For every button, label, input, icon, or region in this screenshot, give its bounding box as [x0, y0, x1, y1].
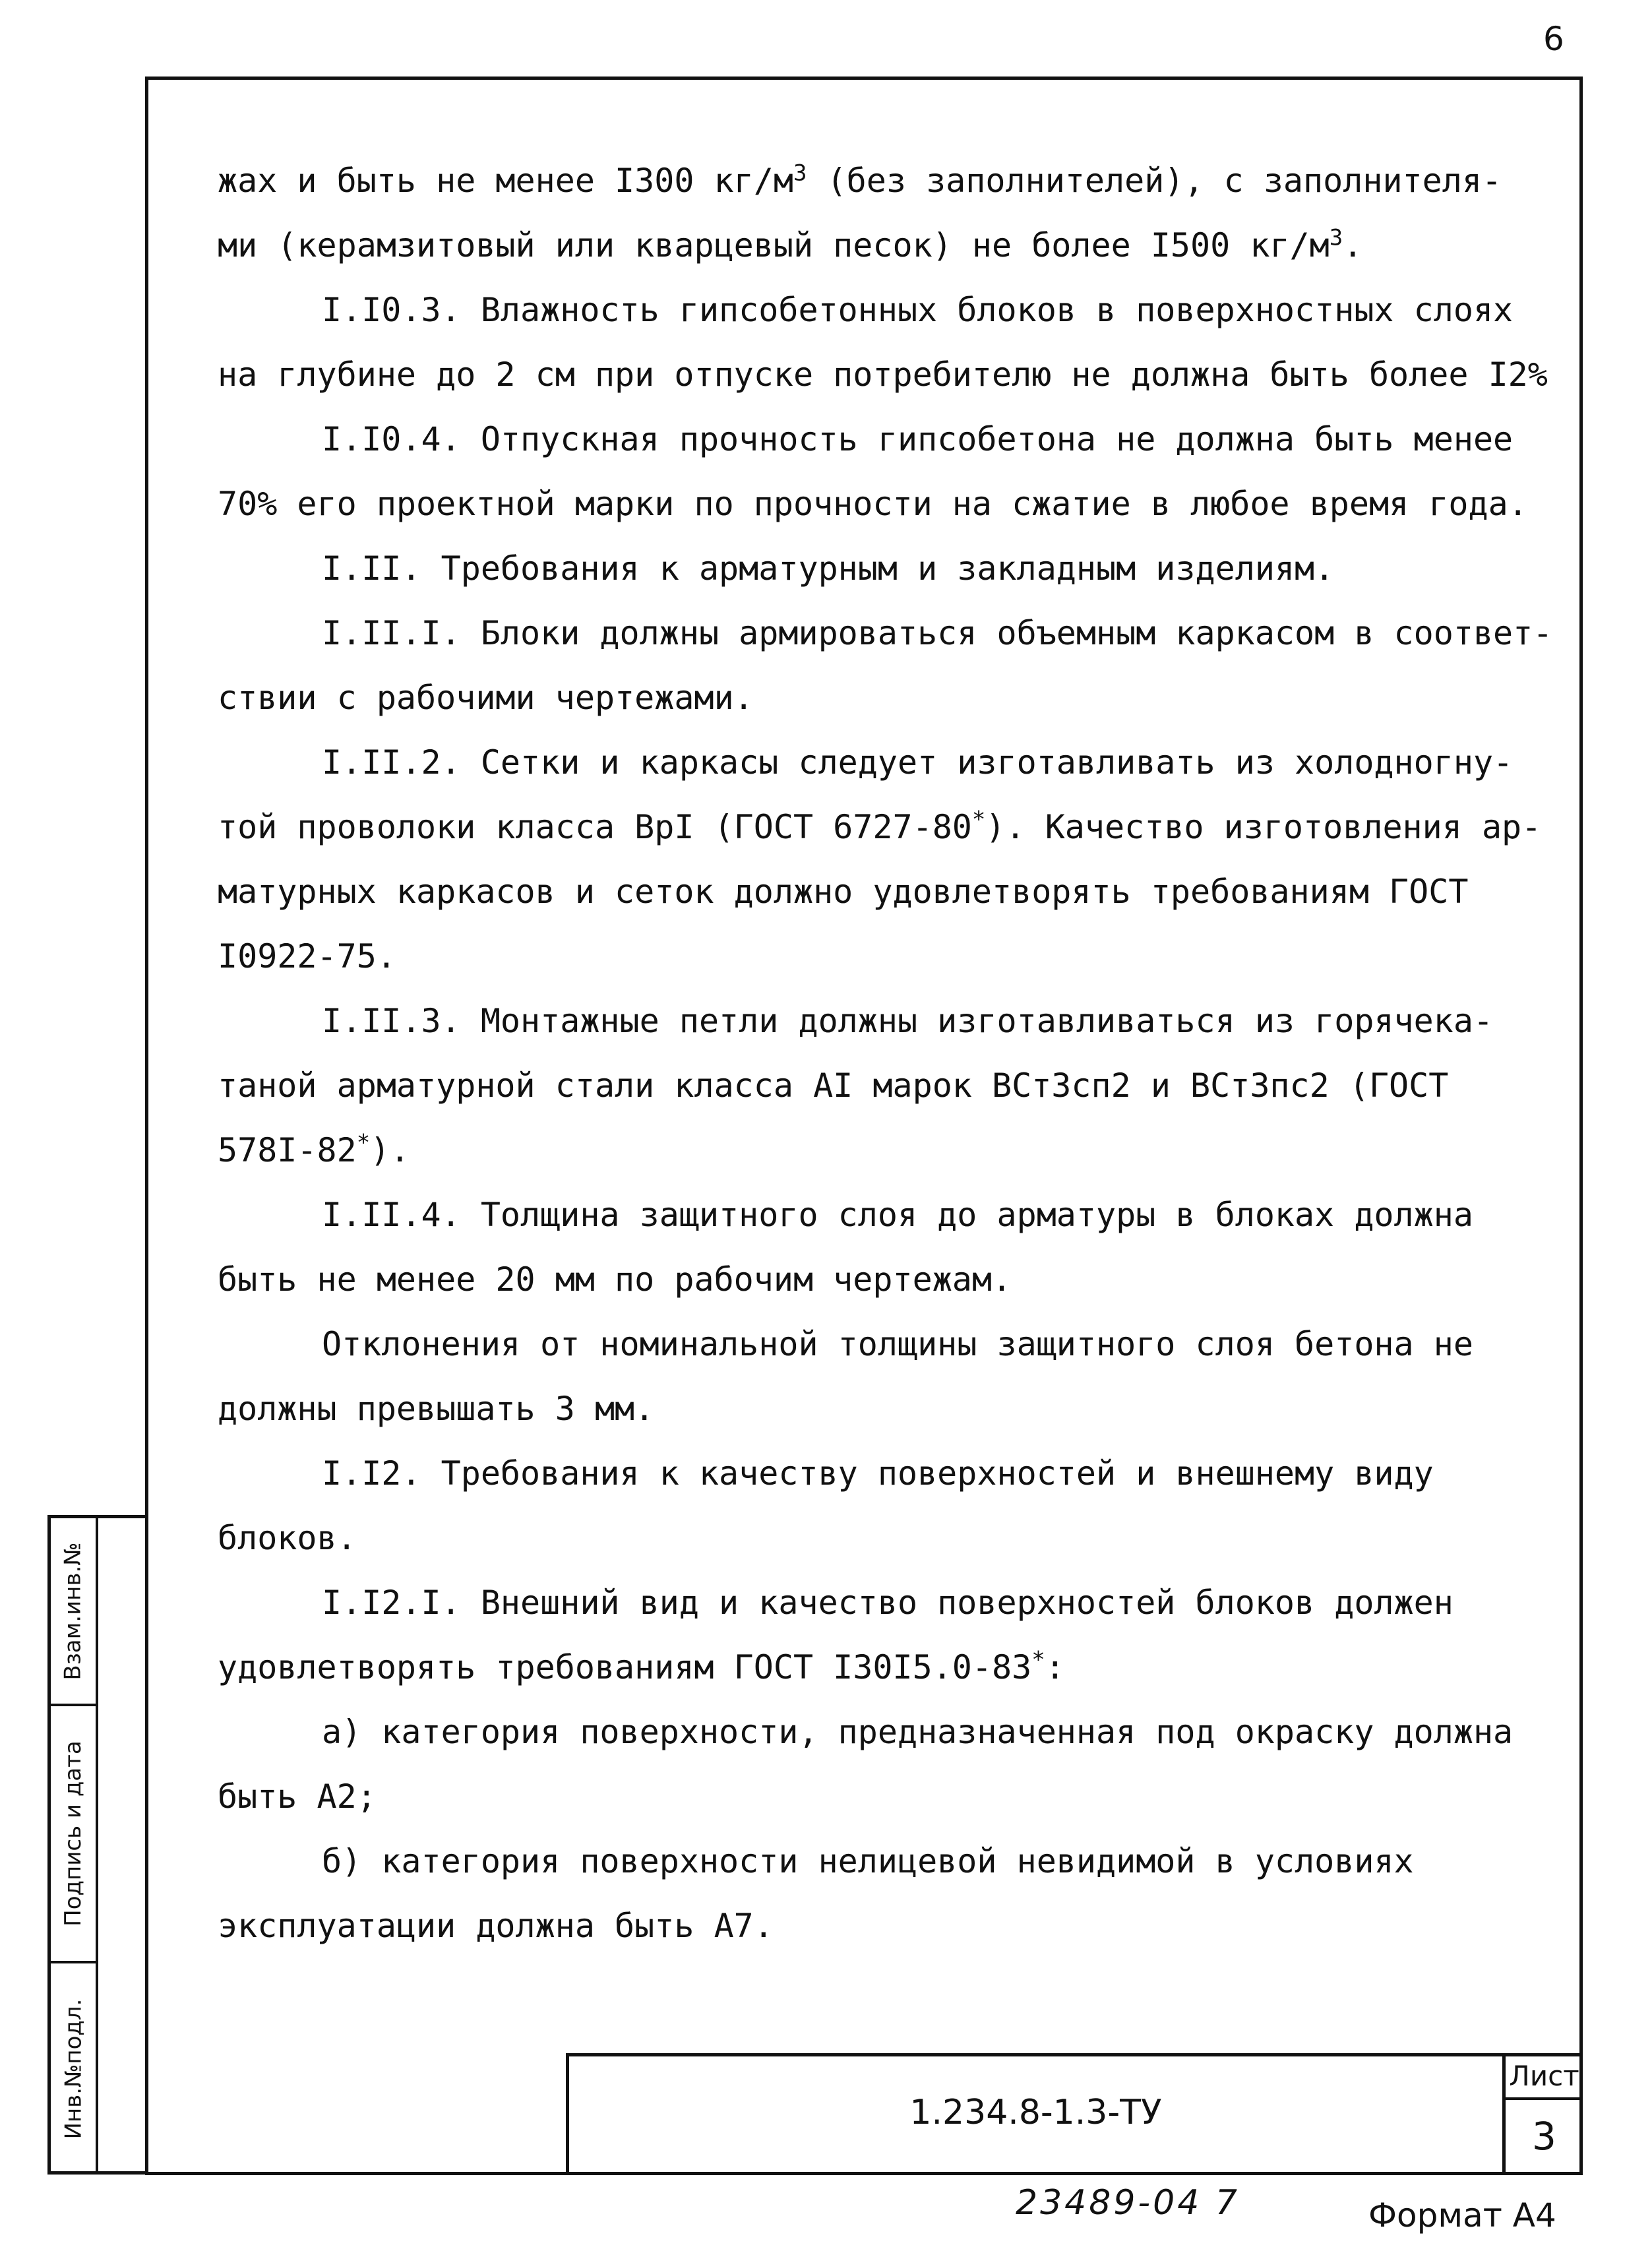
- text-line: I.II.2. Сетки и каркасы следует изготавливать из холодногну-: [322, 743, 1514, 782]
- text-line: I.I2.I. Внешний вид и качество поверхностей блоков должен: [322, 1584, 1453, 1622]
- text-line: быть А2;: [218, 1777, 377, 1816]
- text-line: I.I0.4. Отпускная прочность гипсобетона не должна быть менее: [322, 420, 1514, 458]
- text-line: матурных каркасов и сеток должно удовлетворять требованиям ГОСТ: [218, 873, 1469, 911]
- text-line: I.I0.3. Влажность гипсобетонных блоков в поверхностных слоях: [322, 291, 1514, 329]
- sidebar-inv: Инв.№подл.: [60, 1998, 87, 2140]
- text-line: I.II.3. Монтажные петли должны изготавливаться из горячека-: [322, 1002, 1494, 1040]
- sheet-label: Лист: [1506, 2056, 1583, 2100]
- sheet-cell: [1502, 2056, 1583, 2175]
- list-item: а) категория поверхности, предназначенная под окраску должна: [322, 1713, 1514, 1751]
- page-number: 6: [1543, 20, 1564, 58]
- document-body: [218, 148, 1576, 1958]
- text-line: 70% его проектной марки по прочности на сжатие в любое время года.: [218, 485, 1528, 523]
- format-label: Формат А4: [1368, 2196, 1556, 2235]
- text-line: той проволоки класса ВрI (ГОСТ 6727-80*). Качество изготовления ар-: [218, 806, 1542, 846]
- text-line: 578I-82*).: [218, 1129, 410, 1169]
- list-item: б) категория поверхности нелицевой невидимой в условиях: [322, 1842, 1414, 1880]
- sidebar-vzam: Взам.инв.№: [51, 1518, 96, 1706]
- archive-code: 23489-04 7: [1016, 2183, 1240, 2223]
- text-line: быть не менее 20 мм по рабочим чертежам.: [218, 1260, 1012, 1299]
- text-line: ми (керамзитовый или кварцевый песок) не более I500 $кг/м^3$.: [218, 224, 1363, 264]
- text-line: I.II.I. Блоки должны армироваться объемным каркасом в соответ-: [322, 614, 1553, 652]
- approval-sidebar: [47, 1515, 145, 2175]
- sidebar-podpis: Подпись и дата: [51, 1706, 96, 1963]
- title-block: [566, 2053, 1583, 2175]
- text-line: удовлетворять требованиям ГОСТ I30I5.0-83*:: [218, 1646, 1065, 1686]
- document-code: 1.234.8-1.3-ТУ: [909, 2093, 1162, 2132]
- text-line: эксплуатации должна быть А7.: [218, 1907, 774, 1945]
- text-line: Отклонения от номинальной толщины защитного слоя бетона не: [322, 1325, 1473, 1363]
- text-line: блоков.: [218, 1519, 357, 1557]
- section-heading: I.II. Требования к арматурным и закладным изделиям.: [322, 549, 1335, 588]
- text-line: на глубине до 2 см при отпуске потребителю не должна быть более I2%: [218, 355, 1548, 394]
- text-line: I0922-75.: [218, 937, 396, 975]
- text-line: таной арматурной стали класса AI марок ВСт3сп2 и ВСт3пс2 (ГОСТ: [218, 1066, 1449, 1105]
- text-line: должны превышать 3 мм.: [218, 1390, 655, 1428]
- text-line: жах и быть не менее I300 $кг/м^3$ (без заполнителей), с заполнителя-: [218, 160, 1502, 200]
- text-line: I.II.4. Толщина защитного слоя до арматуры в блоках должна: [322, 1196, 1473, 1234]
- sheet-number: 3: [1532, 2114, 1556, 2159]
- section-heading: I.I2. Требования к качеству поверхностей и внешнему виду: [322, 1454, 1434, 1493]
- text-line: ствии с рабочими чертежами.: [218, 679, 754, 717]
